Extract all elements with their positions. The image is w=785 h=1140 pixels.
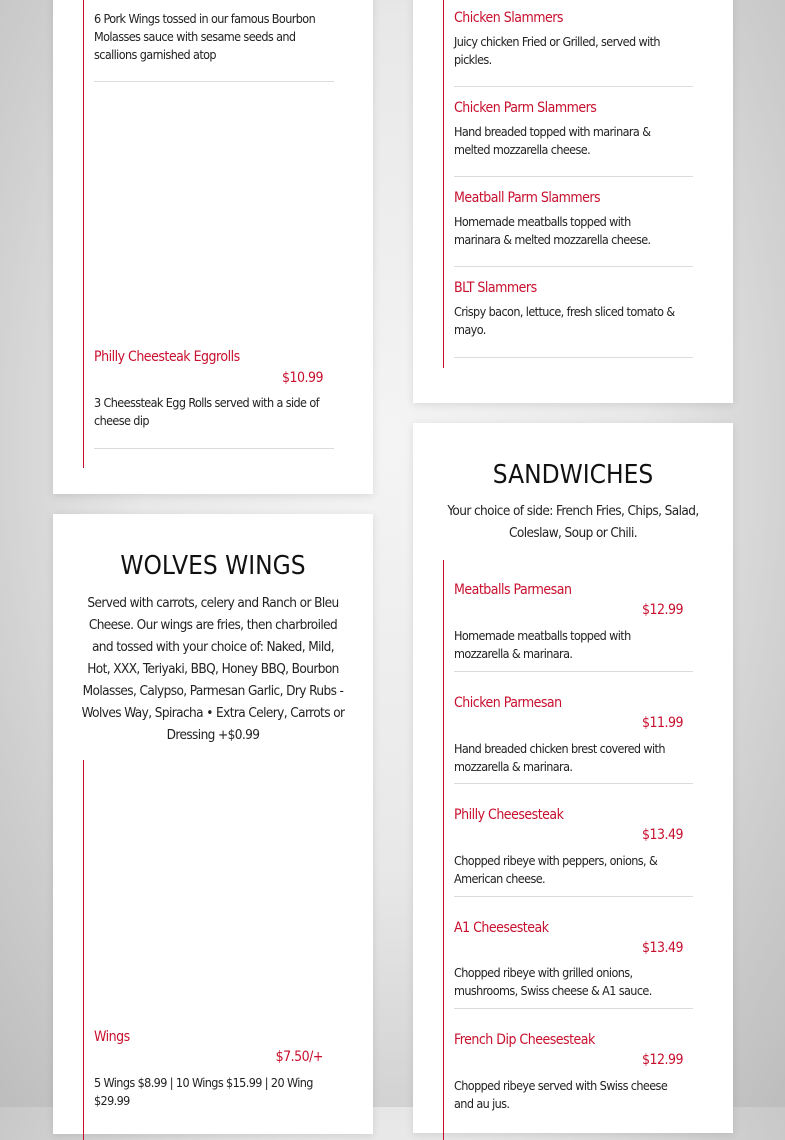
menu-item-description: Chopped ribeye with peppers, onions, & American cheese. bbox=[454, 853, 658, 886]
menu-item bbox=[94, 349, 334, 449]
menu-item-description: Homemade meatballs topped with mozzarella & marinara. bbox=[454, 628, 631, 661]
menu-item-name: Chicken Parm Slammers bbox=[454, 100, 597, 116]
section-title: SANDWICHES bbox=[492, 460, 654, 490]
menu-item bbox=[454, 920, 693, 1009]
appetizers-card bbox=[53, 0, 373, 494]
menu-item-description: Juicy chicken Fried or Grilled, served with pickles. bbox=[454, 34, 660, 67]
menu-item bbox=[454, 695, 693, 784]
menu-item-price: $12.99 bbox=[641, 1052, 683, 1068]
menu-item-description: Homemade meatballs topped with marinara & melted mozzarella cheese. bbox=[454, 214, 651, 247]
menu-item-name: French Dip Cheesesteak bbox=[454, 1032, 595, 1048]
menu-item bbox=[454, 190, 693, 267]
menu-item-name: Meatballs Parmesan bbox=[454, 582, 572, 598]
section-title: WOLVES WINGS bbox=[120, 551, 306, 581]
section-accent-rule bbox=[443, 0, 444, 368]
menu-item bbox=[454, 582, 693, 672]
menu-item-name: Meatball Parm Slammers bbox=[454, 190, 601, 206]
menu-item bbox=[454, 280, 693, 358]
menu-item-description: 6 Pork Wings tossed in our famous Bourbon Molasses sauce with sesame seeds and scallions garnished atop bbox=[94, 11, 316, 62]
menu-item bbox=[454, 10, 693, 87]
menu-item-name: Philly Cheesesteak bbox=[454, 807, 564, 823]
section-accent-rule bbox=[83, 760, 84, 1140]
section-accent-rule bbox=[443, 560, 444, 1140]
section-intro: Your choice of side: French Fries, Chips, Salad, Coleslaw, Soup or Chili. bbox=[447, 503, 699, 541]
menu-item bbox=[454, 807, 693, 897]
menu-item-price: $12.99 bbox=[641, 602, 683, 618]
menu-item-description: 3 Cheessteak Egg Rolls served with a side of cheese dip bbox=[94, 395, 319, 428]
menu-item bbox=[454, 100, 693, 177]
wings-card bbox=[53, 514, 373, 1134]
menu-item-description: Hand breaded topped with marinara & melted mozzarella cheese. bbox=[454, 124, 651, 157]
menu-item-name: Chicken Slammers bbox=[454, 10, 563, 26]
menu-item-description: Chopped ribeye served with Swiss cheese and au jus. bbox=[454, 1078, 668, 1111]
section-intro: Served with carrots, celery and Ranch or Bleu Cheese. Our wings are fries, then charbroiled and tossed with your choice of: Naked, Mild, Hot, XXX, Teriyaki, BBQ, Honey BBQ, Bourbon Molasses, Calypso, Parmesan Garlic, Dry Rubs - Wolves Way, Spiracha • Extra Celery, Carrots or Dressing +$0.99 bbox=[81, 595, 345, 743]
menu-item-name: A1 Cheesesteak bbox=[454, 920, 549, 936]
sandwiches-card bbox=[413, 423, 733, 1133]
menu-item bbox=[94, 0, 334, 82]
menu-item-name: Chicken Parmesan bbox=[454, 695, 562, 711]
menu-item-price: $10.99 bbox=[281, 370, 323, 386]
section-accent-rule bbox=[83, 0, 84, 468]
menu-item bbox=[94, 1029, 334, 1119]
menu-item-price: $11.99 bbox=[641, 715, 683, 731]
menu-item-price: $7.50/+ bbox=[275, 1049, 323, 1065]
menu-item-name: BLT Slammers bbox=[454, 280, 537, 296]
menu-item-description: Crispy bacon, lettuce, fresh sliced tomato & mayo. bbox=[454, 304, 675, 337]
menu-item-description: Hand breaded chicken brest covered with mozzarella & marinara. bbox=[454, 741, 665, 774]
menu-item-description: 5 Wings $8.99 | 10 Wings $15.99 | 20 Wing $29.99 bbox=[94, 1075, 313, 1108]
menu-item-name: Wings bbox=[94, 1029, 130, 1045]
menu-item-price: $13.49 bbox=[641, 940, 683, 956]
menu-item-price: $13.49 bbox=[641, 827, 683, 843]
menu-item-description: Chopped ribeye with grilled onions, mushrooms, Swiss cheese & A1 sauce. bbox=[454, 965, 652, 998]
slammers-card bbox=[413, 0, 733, 403]
menu-item bbox=[454, 1032, 693, 1122]
menu-item-name: Philly Cheesteak Eggrolls bbox=[94, 349, 240, 365]
